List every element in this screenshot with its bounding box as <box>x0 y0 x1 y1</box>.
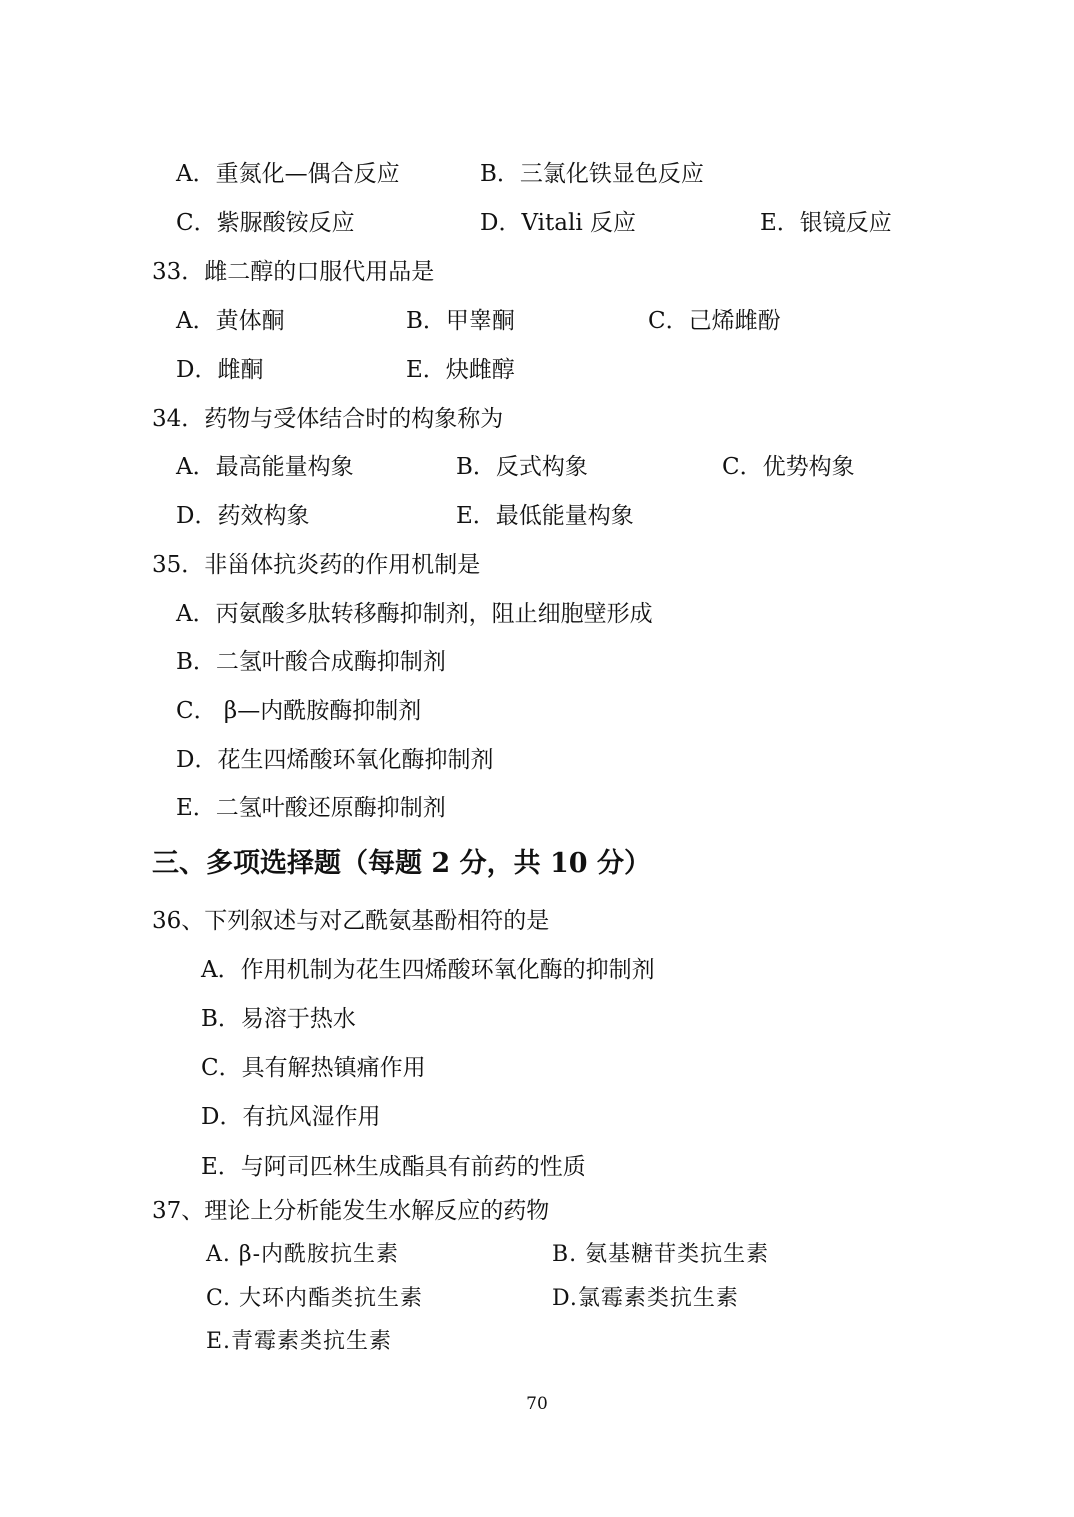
q33-option-c: C．己烯雌酚 <box>648 308 781 334</box>
q37-option-a: A. β-内酰胺抗生素 <box>206 1242 400 1267</box>
q35-option-a: A．丙氨酸多肽转移酶抑制剂，阻止细胞壁形成 <box>176 601 653 627</box>
section-heading: 三、多项选择题（每题 2 分，共 10 分） <box>152 848 651 879</box>
q33-option-d: D．雌酮 <box>176 357 264 383</box>
q33-option-a: A．黄体酮 <box>176 308 285 334</box>
q33-option-e: E．炔雌醇 <box>406 357 515 383</box>
q36-stem: 36、下列叙述与对乙酰氨基酚相符的是 <box>152 908 550 934</box>
q36-option-c: C．具有解热镇痛作用 <box>201 1055 426 1081</box>
q35-option-b: B．二氢叶酸合成酶抑制剂 <box>176 649 446 675</box>
q36-option-a: A．作用机制为花生四烯酸环氧化酶的抑制剂 <box>201 957 655 983</box>
q32-option-a: A．重氮化—偶合反应 <box>176 161 400 187</box>
q33-stem: 33．雌二醇的口服代用品是 <box>152 259 435 285</box>
q37-option-c: C. 大环内酯类抗生素 <box>206 1286 424 1311</box>
q34-option-d: D．药效构象 <box>176 503 310 529</box>
q32-option-e: E．银镜反应 <box>760 210 892 236</box>
q37-option-e: E.青霉素类抗生素 <box>206 1329 393 1354</box>
q36-option-b: B．易溶于热水 <box>201 1006 356 1032</box>
q34-option-c: C．优势构象 <box>722 454 855 480</box>
q34-option-b: B．反式构象 <box>456 454 588 480</box>
q33-option-b: B．甲睾酮 <box>406 308 515 334</box>
q37-stem: 37、理论上分析能发生水解反应的药物 <box>152 1198 550 1224</box>
q36-option-e: E．与阿司匹林生成酯具有前药的性质 <box>201 1154 586 1180</box>
q36-option-d: D．有抗风湿作用 <box>201 1104 381 1130</box>
q35-option-c: C． β—内酰胺酶抑制剂 <box>176 698 422 724</box>
q37-option-d: D.氯霉素类抗生素 <box>552 1286 739 1311</box>
q34-option-a: A．最高能量构象 <box>176 454 354 480</box>
q35-option-d: D．花生四烯酸环氧化酶抑制剂 <box>176 747 494 773</box>
q34-stem: 34．药物与受体结合时的构象称为 <box>152 406 504 432</box>
q37-option-b: B. 氨基糖苷类抗生素 <box>552 1242 770 1267</box>
q32-option-d: D．Vitali 反应 <box>480 210 636 236</box>
q32-option-c: C．紫脲酸铵反应 <box>176 210 355 236</box>
q34-option-e: E．最低能量构象 <box>456 503 634 529</box>
q35-option-e: E．二氢叶酸还原酶抑制剂 <box>176 795 446 821</box>
q35-stem: 35．非甾体抗炎药的作用机制是 <box>152 552 481 578</box>
page-number: 70 <box>526 1394 548 1414</box>
q32-option-b: B．三氯化铁显色反应 <box>480 161 704 187</box>
